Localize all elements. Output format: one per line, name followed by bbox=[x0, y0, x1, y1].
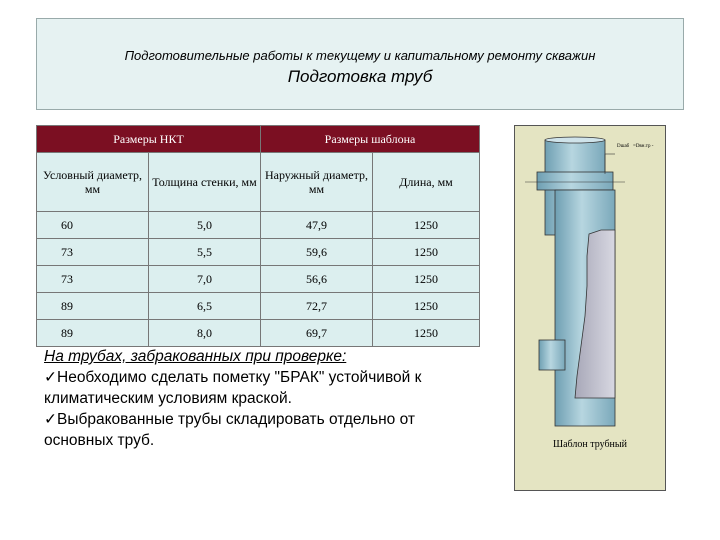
pipe-coupling bbox=[539, 340, 565, 370]
table-cell: 47,9 bbox=[261, 212, 373, 239]
table-cell: 1250 bbox=[373, 293, 480, 320]
table-row bbox=[37, 239, 480, 266]
table-row bbox=[37, 266, 480, 293]
col-nominal-diameter: Условный диаметр, мм bbox=[37, 153, 149, 212]
col-outer-diameter: Наружный диаметр, мм bbox=[261, 153, 373, 212]
group-template-sizes: Размеры шаблона bbox=[261, 126, 480, 153]
dimensions-table bbox=[36, 125, 480, 347]
table-cell: 56,6 bbox=[261, 266, 373, 293]
table-cell: 89 bbox=[37, 293, 149, 320]
notes-item-1 bbox=[44, 367, 480, 409]
template-top-face bbox=[545, 137, 605, 143]
drawing-caption: Шаблон трубный bbox=[553, 439, 627, 450]
dimension-label-template: Dшаб bbox=[617, 144, 630, 149]
pipe-template-drawing bbox=[515, 126, 667, 492]
table-cell: 8,0 bbox=[149, 320, 261, 347]
col-wall-thickness: Толщина стенки, мм bbox=[149, 153, 261, 212]
table-row bbox=[37, 320, 480, 347]
table-column-header bbox=[37, 153, 480, 212]
table-cell: 72,7 bbox=[261, 293, 373, 320]
table-cell: 73 bbox=[37, 266, 149, 293]
col-length: Длина, мм bbox=[373, 153, 480, 212]
pipe-template-drawing-panel bbox=[514, 125, 666, 491]
table-cell: 1250 bbox=[373, 212, 480, 239]
table-cell: 59,6 bbox=[261, 239, 373, 266]
table-cell: 89 bbox=[37, 320, 149, 347]
table-row bbox=[37, 212, 480, 239]
notes-item-2 bbox=[44, 409, 480, 451]
table-cell: 60 bbox=[37, 212, 149, 239]
table-cell: 1250 bbox=[373, 239, 480, 266]
table-group-header bbox=[37, 126, 480, 153]
table-cell: 7,0 bbox=[149, 266, 261, 293]
slide-subtitle: Подготовительные работы к текущему и капитальному ремонту скважин bbox=[124, 48, 596, 63]
notes-heading: На трубах, забракованных при проверке: bbox=[44, 348, 347, 365]
dimension-label-pipe: =Dвн.тр - bbox=[633, 144, 654, 149]
checkmark-icon: ✓ bbox=[44, 369, 57, 386]
table-cell: 69,7 bbox=[261, 320, 373, 347]
table-cell: 1250 bbox=[373, 320, 480, 347]
table-row bbox=[37, 293, 480, 320]
template-shoulder bbox=[537, 172, 613, 190]
slide-title: Подготовка труб bbox=[287, 67, 433, 86]
table-cell: 6,5 bbox=[149, 293, 261, 320]
notes-item-1-text: Необходимо сделать пометку "БРАК" устойчивой к климатическим условиям краской. bbox=[44, 369, 422, 407]
table-cell: 5,0 bbox=[149, 212, 261, 239]
table-cell: 5,5 bbox=[149, 239, 261, 266]
group-nkt-sizes: Размеры НКТ bbox=[37, 126, 261, 153]
checkmark-icon: ✓ bbox=[44, 411, 57, 428]
notes-item-2-text: Выбракованные трубы складировать отдельно от основных труб. bbox=[44, 411, 415, 449]
notes-block bbox=[44, 346, 480, 451]
table-cell: 1250 bbox=[373, 266, 480, 293]
table-cell: 73 bbox=[37, 239, 149, 266]
slide-header bbox=[36, 18, 684, 110]
